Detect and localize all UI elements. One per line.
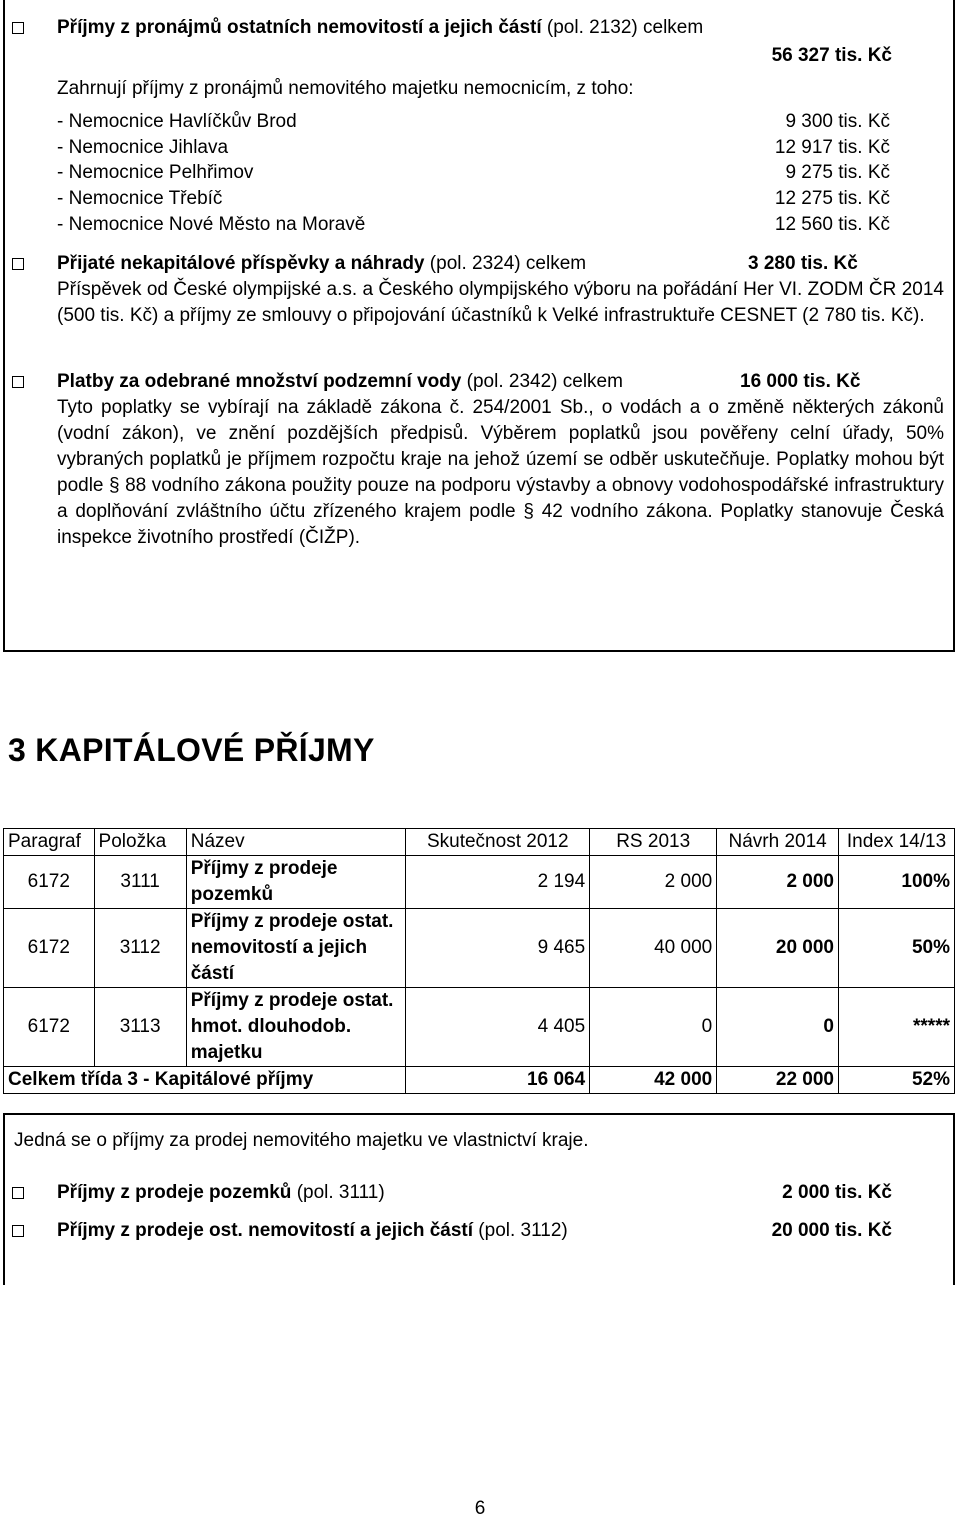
total-navrh: 22 000	[717, 1067, 839, 1094]
rental-item-value: 12 560 tis. Kč	[774, 214, 890, 235]
cell-nazev: Příjmy z prodeje ostat. hmot. dlouhodob. majetku	[186, 988, 406, 1067]
cell-index: 50%	[839, 909, 955, 988]
bullet-title: Příjmy z prodeje ost. nemovitostí a jejich částí	[57, 1220, 474, 1241]
col-header: Položka	[94, 829, 186, 856]
bullet-pol: (pol. 3111)	[296, 1182, 385, 1203]
cell-paragraf: 6172	[4, 988, 95, 1067]
cell-skutecnost: 4 405	[406, 988, 590, 1067]
checkbox-bullet-icon	[12, 1225, 24, 1237]
water-text: Tyto poplatky se vybírají na základě zákona č. 254/2001 Sb., o vodách a o změně některých zákonů (vodní zákon), ve znění pozdějších předpisů. Výběrem poplatků jsou pověřeny celní úřady, 50% vybraných poplatků je příjmem rozpočtu kraje na jehož území se odběr uskutečňuje. Poplatky mohou být podle § 88 vodního zákona použity pouze na podporu výstavby a obnovy vodohospodářské infrastruktury a doplňování zvláštního účtu zřízeného krajem podle § 42 vodního zákona. Poplatky stanovuje Česká inspekce životního prostředí (ČIŽP).	[57, 397, 944, 548]
cell-polozka: 3112	[94, 909, 186, 988]
grants-title: Přijaté nekapitálové příspěvky a náhrady	[57, 253, 425, 274]
capital-income-table	[3, 828, 955, 1094]
cell-rs: 40 000	[590, 909, 717, 988]
rental-item-name: - Nemocnice Pelhřimov	[57, 162, 254, 183]
table-row	[4, 988, 955, 1067]
col-header: Paragraf	[4, 829, 95, 856]
rental-pol: (pol. 2132) celkem	[546, 17, 704, 38]
table-header-row	[4, 829, 955, 856]
bullet-item	[57, 1218, 568, 1244]
checkbox-bullet-icon	[12, 22, 24, 34]
cell-paragraf: 6172	[4, 909, 95, 988]
rental-intro: Zahrnují příjmy z pronájmů nemovitého majetku nemocnicím, z toho:	[57, 78, 634, 99]
col-header: Index 14/13	[839, 829, 955, 856]
cell-polozka: 3111	[94, 856, 186, 909]
cell-polozka: 3113	[94, 988, 186, 1067]
grants-heading	[57, 251, 586, 277]
col-header: Návrh 2014	[717, 829, 839, 856]
cell-index: 100%	[839, 856, 955, 909]
cell-navrh: 0	[717, 988, 839, 1067]
col-header: RS 2013	[590, 829, 717, 856]
cell-skutecnost: 2 194	[406, 856, 590, 909]
table-row	[4, 856, 955, 909]
rental-item-value: 9 300 tis. Kč	[785, 111, 890, 132]
rental-title: Příjmy z pronájmů ostatních nemovitostí a jejich částí	[57, 17, 542, 38]
cell-skutecnost: 9 465	[406, 909, 590, 988]
water-title: Platby za odebrané množství podzemní vody	[57, 371, 462, 392]
bullet-value: 2 000 tis. Kč	[782, 1182, 892, 1203]
checkbox-bullet-icon	[12, 258, 24, 270]
water-total: 16 000 tis. Kč	[740, 371, 861, 392]
note-text: Jedná se o příjmy za prodej nemovitého majetku ve vlastnictví kraje.	[14, 1130, 589, 1151]
total-rs: 42 000	[590, 1067, 717, 1094]
bullet-pol: (pol. 3112)	[478, 1220, 568, 1241]
rental-total: 56 327 tis. Kč	[771, 45, 892, 66]
col-header: Název	[186, 829, 406, 856]
cell-navrh: 2 000	[717, 856, 839, 909]
cell-nazev: Příjmy z prodeje ostat. nemovitostí a jejich částí	[186, 909, 406, 988]
bullet-title: Příjmy z prodeje pozemků	[57, 1182, 292, 1203]
cell-navrh: 20 000	[717, 909, 839, 988]
rental-heading	[57, 15, 703, 41]
total-label: Celkem třída 3 - Kapitálové příjmy	[4, 1067, 406, 1094]
grants-total: 3 280 tis. Kč	[748, 253, 858, 274]
cell-rs: 0	[590, 988, 717, 1067]
cell-index: *****	[839, 988, 955, 1067]
checkbox-bullet-icon	[12, 1187, 24, 1199]
table-row	[4, 909, 955, 988]
total-index: 52%	[839, 1067, 955, 1094]
col-header: Skutečnost 2012	[406, 829, 590, 856]
total-skutecnost: 16 064	[406, 1067, 590, 1094]
page-number: 6	[474, 1498, 486, 1519]
bullet-value: 20 000 tis. Kč	[771, 1220, 892, 1241]
section-heading: 3 KAPITÁLOVÉ PŘÍJMY	[8, 732, 375, 768]
grants-text: Příspěvek od České olympijské a.s. a Českého olympijského výboru na pořádání Her VI. ZODM ČR 2014 (500 tis. Kč) a příjmy ze smlouvy o připojování účastníků k Velké infrastruktuře CESNET (2 780 tis. Kč).	[57, 279, 944, 326]
rental-item-value: 12 917 tis. Kč	[774, 137, 890, 158]
rental-item-name: - Nemocnice Nové Město na Moravě	[57, 214, 366, 235]
rental-item-name: - Nemocnice Havlíčkův Brod	[57, 111, 297, 132]
cell-paragraf: 6172	[4, 856, 95, 909]
rental-item-value: 12 275 tis. Kč	[774, 188, 890, 209]
rental-item-name: - Nemocnice Jihlava	[57, 137, 229, 158]
bullet-item	[57, 1180, 385, 1206]
water-pol: (pol. 2342) celkem	[466, 371, 623, 392]
cell-rs: 2 000	[590, 856, 717, 909]
table-total-row	[4, 1067, 955, 1094]
cell-nazev: Příjmy z prodeje pozemků	[186, 856, 406, 909]
checkbox-bullet-icon	[12, 376, 24, 388]
rental-item-value: 9 275 tis. Kč	[785, 162, 890, 183]
water-heading	[57, 369, 623, 395]
grants-pol: (pol. 2324) celkem	[429, 253, 587, 274]
rental-item-name: - Nemocnice Třebíč	[57, 188, 223, 209]
